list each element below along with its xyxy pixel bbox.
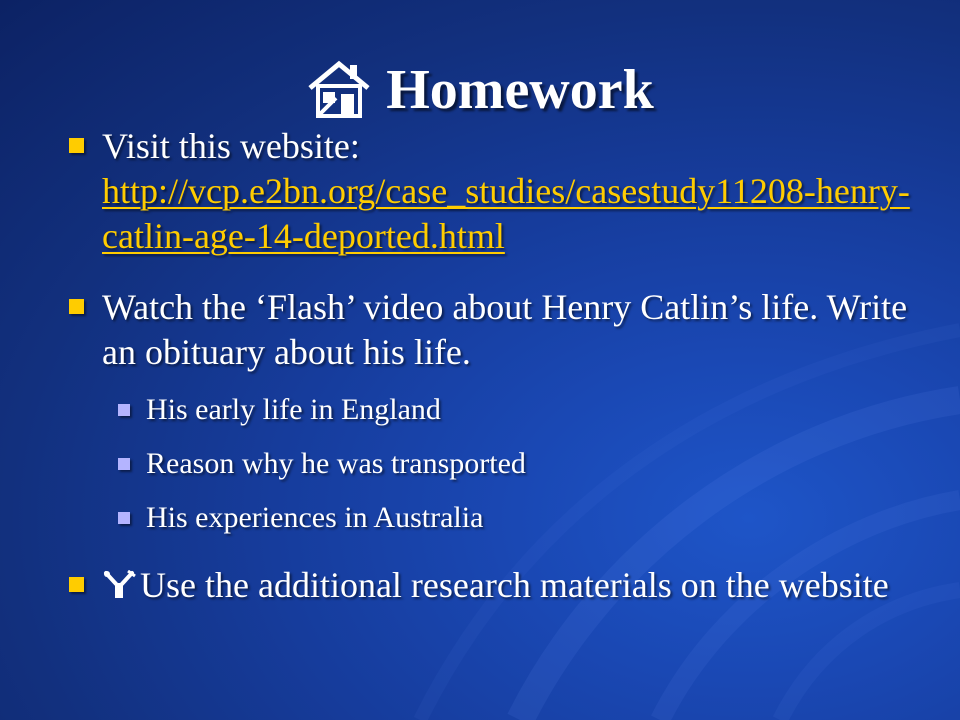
sub-bullet-icon: [118, 404, 130, 416]
tools-icon: [102, 570, 136, 600]
list-item-research: [66, 563, 926, 608]
slide-content: [66, 124, 926, 608]
sub-item: [66, 445, 926, 483]
house-icon: [306, 58, 372, 118]
sub-item-text: His experiences in Australia: [146, 501, 484, 534]
item-text: Watch the ‘Flash’ video about Henry Catlin’s life. Write an obituary about his life.: [102, 287, 908, 372]
sub-bullet-icon: [118, 512, 130, 524]
bullet-icon: [69, 299, 84, 314]
item-text: Visit this website:: [102, 126, 360, 166]
sub-bullet-icon: [118, 458, 130, 470]
sub-item: [66, 391, 926, 429]
list-item-website: [66, 124, 926, 259]
sub-item-text: His early life in England: [146, 393, 441, 426]
slide-title: [0, 56, 960, 124]
list-item-video: [66, 285, 926, 375]
website-link[interactable]: http://vcp.e2bn.org/case_studies/casestudy11208-henry-catlin-age-14-deported.html: [102, 171, 910, 256]
sub-item: [66, 499, 926, 537]
sub-item-text: Reason why he was transported: [146, 447, 526, 480]
bullet-icon: [69, 138, 84, 153]
item-text: Use the additional research materials on the website: [140, 565, 889, 605]
slide-title-text: Homework: [386, 59, 654, 121]
bullet-icon: [69, 577, 84, 592]
